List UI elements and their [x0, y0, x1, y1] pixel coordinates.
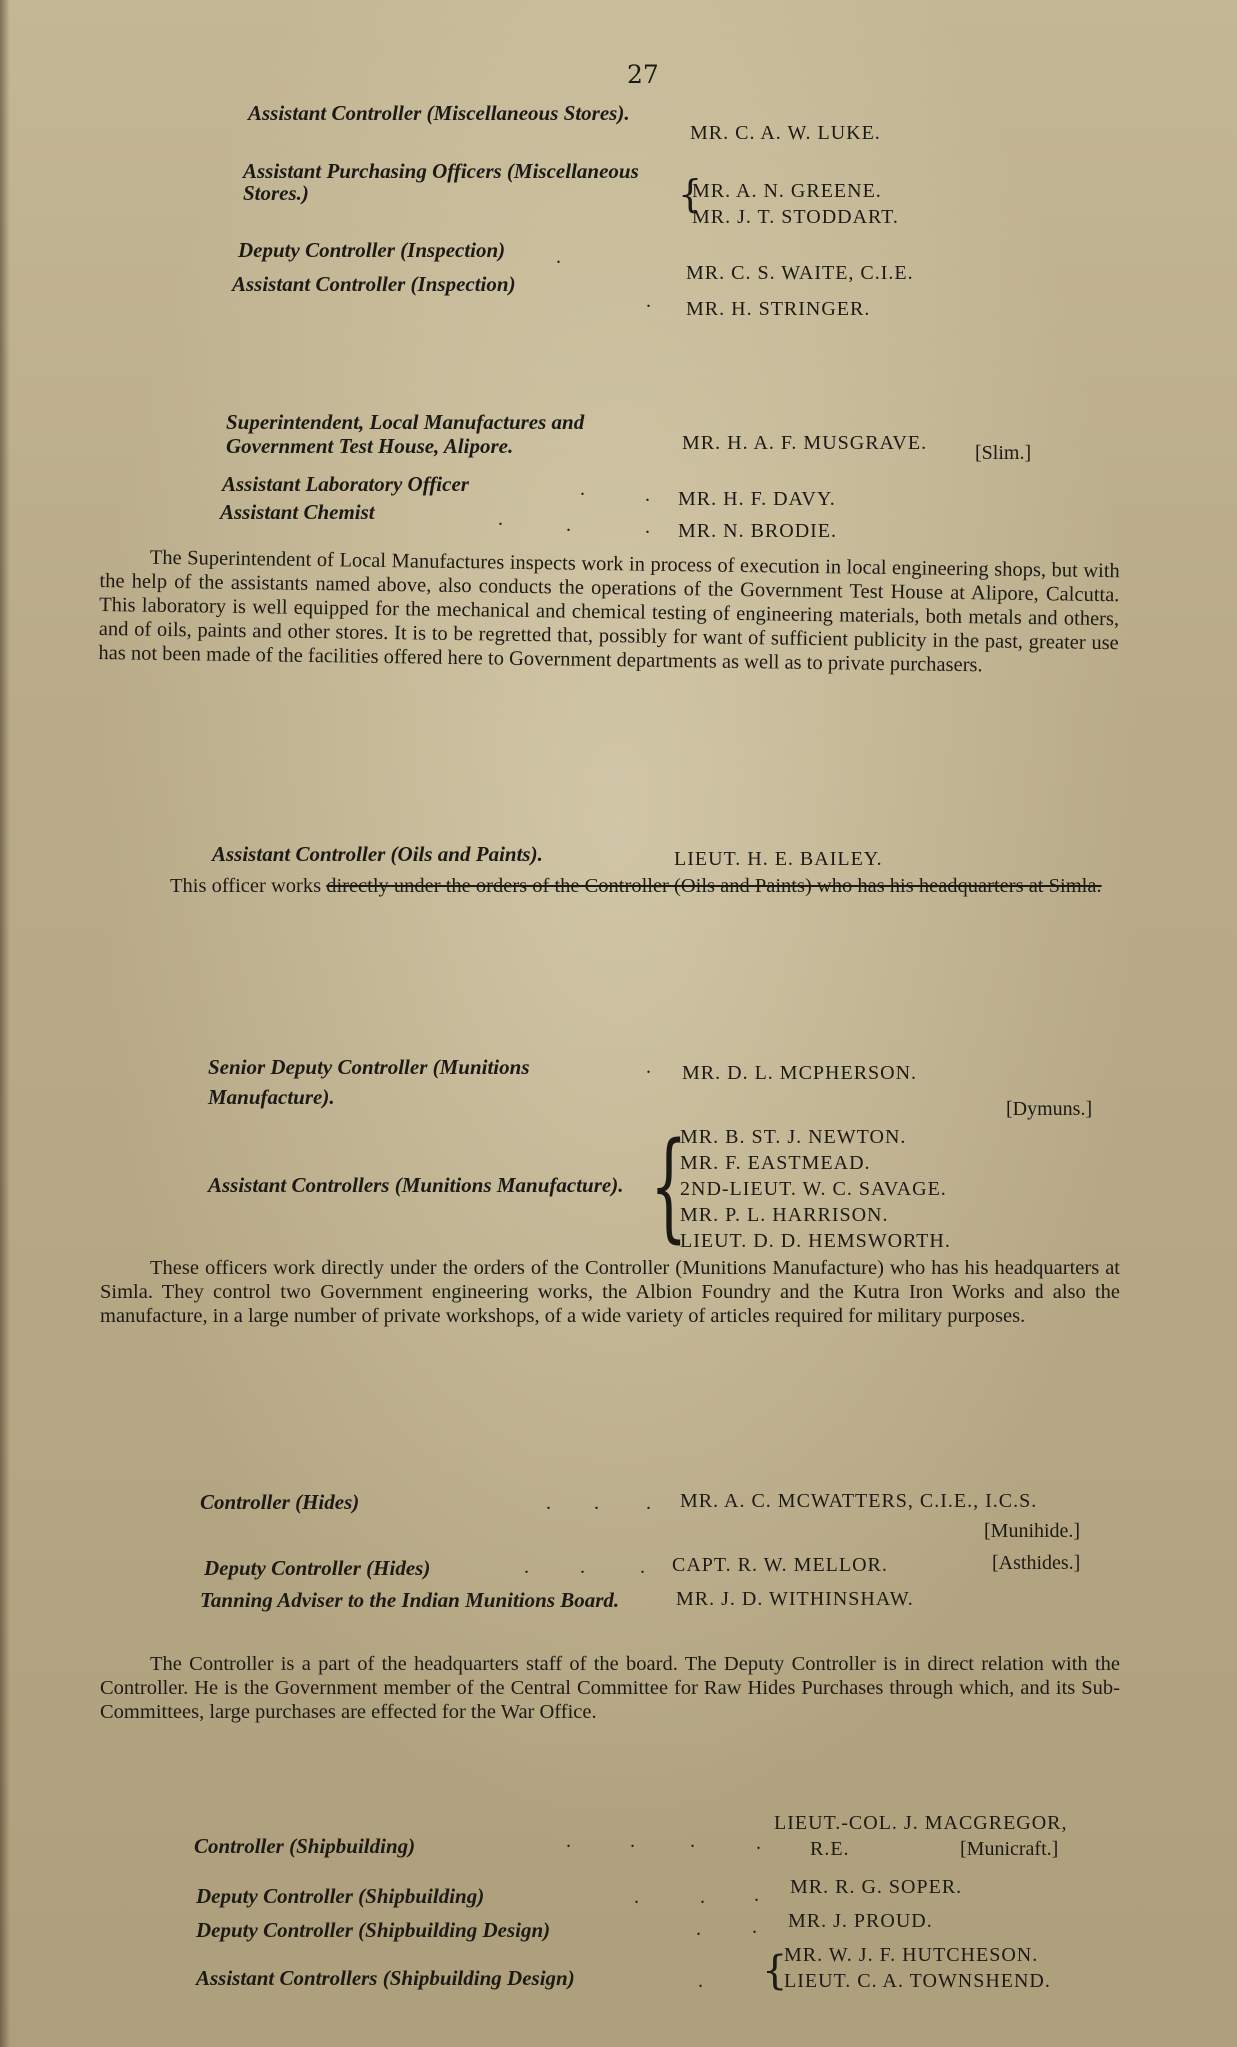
leader-dot: .: [696, 1918, 701, 1940]
leader-dot: .: [524, 1556, 529, 1578]
superintendent-title: Superintendent, Local Manufactures and Government Test House, Alipore.: [226, 410, 585, 458]
oils-controller-title: Assistant Controller (Oils and Paints).: [212, 842, 543, 866]
leader-dot: .: [754, 1884, 759, 1906]
munitions-assistants-title: Assistant Controllers (Munitions Manufacture).: [208, 1173, 624, 1197]
leader-dot: .: [640, 1556, 645, 1578]
shipbuilding-assistant-name: MR. W. J. F. HUTCHESON.: [784, 1944, 1039, 1966]
hides-controller-name: MR. A. C. MCWATTERS, C.I.E., I.C.S.: [680, 1490, 1038, 1512]
inspection-assistant-name: MR. H. STRINGER.: [686, 298, 871, 320]
leader-dot: .: [690, 1830, 695, 1852]
hides-deputy-title: Deputy Controller (Hides): [204, 1556, 431, 1580]
leader-dot: .: [752, 1916, 757, 1938]
tanning-adviser-title: Tanning Adviser to the Indian Munitions Board.: [200, 1588, 620, 1612]
lab-officer-title: Assistant Laboratory Officer: [222, 472, 469, 496]
shipbuilding-assistants-title: Assistant Controllers (Shipbuilding Design): [196, 1966, 575, 1990]
munitions-senior-title: Senior Deputy Controller (Munitions Manufacture).: [208, 1055, 530, 1109]
misc-controller-name: MR. C. A. W. LUKE.: [690, 122, 881, 144]
shipbuilding-deputy-title: Deputy Controller (Shipbuilding): [196, 1884, 485, 1908]
shipbuilding-controller-name: LIEUT.-COL. J. MACGREGOR,: [774, 1812, 1068, 1834]
leader-dot: .: [646, 1056, 651, 1078]
munitions-paragraph: These officers work directly under the orders of the Controller (Munitions Manufacture) who has his headquarters at Simla. They control two Government engineering works, the Albion Foundry and the Kutra Iron Works and also the manufacture, in a large number of private workshops, of a wide variety of articles required for military purposes.: [100, 1257, 1120, 1327]
leader-dot: .: [698, 1970, 703, 1992]
oils-paragraph-kept: This officer works: [170, 875, 322, 897]
oils-controller-name: LIEUT. H. E. BAILEY.: [674, 848, 883, 870]
leader-dot: .: [546, 1492, 551, 1514]
munitions-assistant-name: MR. P. L. HARRISON.: [680, 1204, 889, 1226]
leader-dot: .: [634, 1886, 639, 1908]
leader-dot: .: [566, 514, 571, 536]
leader-dot: .: [594, 1492, 599, 1514]
hides-deputy-name: CAPT. R. W. MELLOR.: [672, 1554, 888, 1576]
oils-paragraph: [120, 874, 1120, 898]
leader-dot: .: [498, 508, 503, 530]
shipbuilding-controller-title: Controller (Shipbuilding): [194, 1834, 416, 1858]
misc-controller-title: Assistant Controller (Miscellaneous Stores).: [248, 101, 630, 125]
leader-dot: .: [556, 246, 561, 268]
shipbuilding-brace: {: [762, 1948, 788, 1994]
telegram-code: [Municraft.]: [960, 1838, 1059, 1860]
shipbuilding-deputy-name: MR. R. G. SOPER.: [790, 1876, 963, 1898]
purchasing-officers-title: Assistant Purchasing Officers (Miscellaneous Stores.): [243, 159, 639, 205]
hides-paragraph: The Controller is a part of the headquarters staff of the board. The Deputy Controller is in direct relation with the Controller. He is the Government member of the Central Committee for Raw Hides Purchases through which, and its Sub-Committees, large purchases are effected for the War Office.: [100, 1653, 1120, 1723]
leader-dot: .: [756, 1832, 761, 1854]
leader-dot: .: [645, 516, 650, 538]
telegram-code: [Munihide.]: [984, 1520, 1081, 1542]
munitions-assistant-name: LIEUT. D. D. HEMSWORTH.: [680, 1230, 951, 1252]
leader-dot: .: [580, 478, 585, 500]
chemist-name: MR. N. BRODIE.: [678, 520, 838, 542]
leader-dot: .: [566, 1830, 571, 1852]
local-manufactures-paragraph: The Superintendent of Local Manufactures inspects work in process of execution in local engineering shops, but with the help of the assistants named above, also conducts the operations of the Government Test House at Alipore, Calcutta. This laboratory is well equipped for the mechanical and chemical testing of engineering materials, both metals and others, and of oils, paints and other stores. It is to be regretted that, possibly for want of sufficient publicity in the past, greater use has not been made of the facilities offered here to Government departments as well as to private purchasers.: [98, 546, 1120, 677]
inspection-deputy-title: Deputy Controller (Inspection): [238, 238, 506, 262]
oils-paragraph-struck: directly under the orders of the Controller (Oils and Paints) who has his headquarters at Simla.: [326, 875, 1102, 897]
purchasing-officer-name: MR. J. T. STODDART.: [692, 206, 899, 228]
tanning-adviser-name: MR. J. D. WITHINSHAW.: [676, 1588, 914, 1610]
leader-dot: .: [700, 1886, 705, 1908]
superintendent-name: MR. H. A. F. MUSGRAVE.: [682, 432, 928, 454]
inspection-assistant-title: Assistant Controller (Inspection): [232, 272, 516, 296]
munitions-senior-name: MR. D. L. MCPHERSON.: [682, 1062, 918, 1084]
leader-dot: .: [646, 1492, 651, 1514]
munitions-assistant-name: 2ND-LIEUT. W. C. SAVAGE.: [680, 1178, 947, 1200]
munitions-brace: {: [650, 1116, 688, 1254]
leader-dot: .: [580, 1556, 585, 1578]
leader-dot: .: [645, 484, 650, 506]
page-number: 27: [627, 60, 659, 89]
purchasing-officer-name: MR. A. N. GREENE.: [692, 180, 882, 202]
munitions-assistant-name: MR. B. ST. J. NEWTON.: [680, 1126, 907, 1148]
inspection-deputy-name: MR. C. S. WAITE, C.I.E.: [686, 262, 914, 284]
telegram-code: [Dymuns.]: [1006, 1098, 1093, 1120]
munitions-assistant-name: MR. F. EASTMEAD.: [680, 1152, 871, 1174]
page-edge-shadow: [0, 0, 10, 2047]
purchasing-brace: {: [678, 172, 703, 216]
lab-officer-name: MR. H. F. DAVY.: [678, 488, 836, 510]
telegram-code: [Asthides.]: [992, 1552, 1081, 1574]
shipbuilding-design-title: Deputy Controller (Shipbuilding Design): [196, 1918, 551, 1942]
shipbuilding-design-name: MR. J. PROUD.: [788, 1910, 933, 1932]
leader-dot: .: [630, 1830, 635, 1852]
chemist-title: Assistant Chemist: [220, 500, 375, 524]
shipbuilding-assistant-name: LIEUT. C. A. TOWNSHEND.: [784, 1970, 1051, 1992]
hides-controller-title: Controller (Hides): [200, 1490, 360, 1514]
telegram-code: [Slim.]: [975, 442, 1032, 464]
leader-dot: .: [646, 290, 651, 312]
shipbuilding-controller-rank: R.E.: [810, 1838, 850, 1860]
